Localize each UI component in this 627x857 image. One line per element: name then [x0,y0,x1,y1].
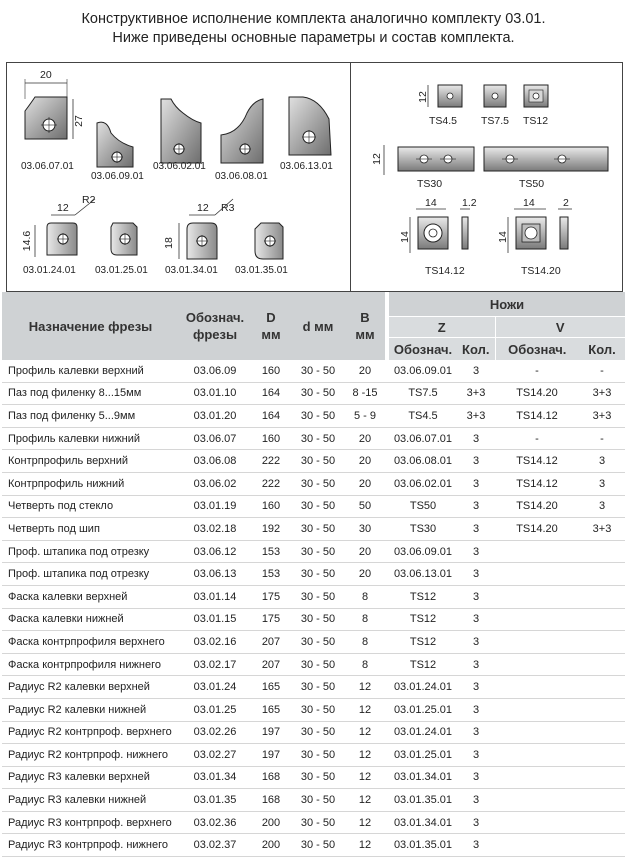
cell-z_code: TS50 [409,500,437,513]
dim-small-height: 12 [416,91,429,103]
cell-D: 164 [261,409,281,422]
cell-name: Профиль калевки нижний [8,432,141,445]
cell-z_qty: 3 [472,500,480,513]
cell-v_qty: 3+3 [592,409,612,422]
intro-text [0,10,627,48]
cell-D: 175 [261,613,281,626]
knife-ts12 [524,85,548,107]
knife-03-01-34-01 [187,223,217,259]
table-row [2,585,625,608]
cell-d: 30 - 50 [300,703,336,716]
cell-D: 207 [261,658,281,671]
cell-v_code [495,789,579,812]
cell-D: 168 [261,771,281,784]
cell-B: 20 [358,477,372,490]
cell-name: Четверть под шип [8,522,100,535]
cell-B: 8 [361,635,369,648]
cell-code: 03.01.20 [193,409,237,422]
dim-width-20: 20 [40,69,52,81]
cell-z_code: 03.01.25.01 [393,703,453,716]
cell-code: 03.06.09 [193,364,237,377]
cell-v_code [495,766,579,789]
cell-v_qty: - [600,432,604,445]
dim-r3-width: 12 [197,202,209,214]
table-row [2,518,625,541]
knife-ts14-12 [418,209,470,249]
cell-name: Фаска контрпрофиля верхнего [8,635,165,648]
cell-v_qty: 3 [598,477,606,490]
cell-D: 192 [261,522,281,535]
knife-ts50 [484,147,608,171]
cell-v_qty: 3 [598,500,606,513]
knife-ts4-5 [438,85,462,107]
cell-B: 8 [361,613,369,626]
cell-v_qty [579,744,625,767]
label-ts14-12: TS14.12 [425,265,465,277]
cell-v_code [495,608,579,631]
cell-z_code: 03.06.07.01 [393,432,453,445]
cell-z_code: TS4.5 [408,409,438,422]
table-row [2,811,625,834]
cell-D: 165 [261,681,281,694]
cell-name: Паз под филенку 5...9мм [8,409,136,422]
label-03-01-25-01: 03.01.25.01 [95,265,148,276]
table-row [2,721,625,744]
header-name: Назначение фрезы [2,292,179,360]
cell-B: 8 [361,590,369,603]
table-row [2,540,625,563]
cell-name: Фаска контрпрофиля нижнего [8,658,161,671]
cell-z_code: 03.01.34.01 [393,816,453,829]
cell-D: 164 [261,387,281,400]
cell-name: Радиус R2 контрпроф. верхнего [8,726,172,739]
cell-B: 5 - 9 [353,409,376,422]
cell-name: Радиус R2 калевки нижней [8,703,147,716]
cell-z_qty: 3 [472,726,480,739]
cell-name: Проф. штапика под отрезку [8,545,150,558]
header-B: B мм [345,292,385,360]
dim-long-height: 12 [370,153,383,165]
cell-code: 03.06.08 [193,455,237,468]
cell-d: 30 - 50 [300,477,336,490]
cell-z_qty: 3 [472,522,480,535]
cell-D: 165 [261,703,281,716]
cell-code: 03.01.25 [193,703,237,716]
label-03-01-24-01: 03.01.24.01 [23,265,76,276]
cell-z_qty: 3 [472,816,480,829]
cell-z_qty: 3 [472,568,480,581]
table-row [2,450,625,473]
cell-d: 30 - 50 [300,771,336,784]
cell-D: 160 [261,500,281,513]
parameters-table [2,292,625,857]
cell-z_code: 03.06.02.01 [393,477,453,490]
cell-d: 30 - 50 [300,432,336,445]
cell-z_qty: 3 [472,794,480,807]
cell-D: 207 [261,635,281,648]
cell-code: 03.06.07 [193,432,237,445]
table-row [2,653,625,676]
label-ts12: TS12 [523,115,549,127]
cell-d: 30 - 50 [300,794,336,807]
cell-z_code: 03.01.34.01 [393,771,453,784]
knife-03-01-25-01 [111,223,137,255]
knife-03-01-24-01 [47,223,77,255]
dim-r2-width: 12 [57,202,69,214]
cell-d: 30 - 50 [300,658,336,671]
cell-code: 03.01.35 [193,794,237,807]
cell-B: 12 [358,703,372,716]
table-row [2,495,625,518]
cell-B: 12 [358,771,372,784]
cell-B: 8 -15 [352,387,378,400]
intro-line-2: Ниже приведены основные параметры и состав комплекта. [112,30,515,46]
cell-name: Радиус R3 контрпроф. верхнего [8,816,172,829]
label-ts4-5: TS4.5 [429,115,458,127]
table-row [2,563,625,586]
cell-v_qty [579,721,625,744]
table-row [2,608,625,631]
cell-v_code: TS14.12 [516,409,558,422]
cell-d: 30 - 50 [300,500,336,513]
knife-ts14-20 [516,209,572,249]
cell-z_qty: 3 [472,681,480,694]
dim-sq1-thickness: 1.2 [462,197,477,209]
table-row [2,405,625,428]
cell-v_qty [579,676,625,699]
cell-v_qty [579,540,625,563]
dim-sq2-thickness: 2 [563,197,569,209]
dim-sq1-height: 14 [398,231,411,243]
cell-v_code [495,721,579,744]
cell-B: 8 [361,658,369,671]
dim-height-27: 27 [72,115,85,127]
cell-name: Четверть под стекло [8,500,114,513]
cell-code: 03.01.14 [193,590,237,603]
cell-code: 03.01.10 [193,387,237,400]
label-03-06-09-01: 03.06.09.01 [91,171,144,182]
cell-v_code [495,540,579,563]
straight-knives-drawing [350,63,624,293]
table-row [2,676,625,699]
cell-v_code [495,744,579,767]
cell-v_qty [579,698,625,721]
cell-name: Паз под филенку 8...15мм [8,387,142,400]
cell-z_code: 03.06.09.01 [393,545,453,558]
table-row [2,382,625,405]
cell-B: 30 [358,522,372,535]
cell-d: 30 - 50 [300,522,336,535]
cell-d: 30 - 50 [300,748,336,761]
table-row [2,427,625,450]
cell-v_code [495,631,579,654]
cell-v_qty: 3+3 [592,522,612,535]
cell-z_qty: 3+3 [466,409,486,422]
cell-v_qty: 3+3 [592,387,612,400]
cell-z_qty: 3 [472,455,480,468]
table-row [2,766,625,789]
header-D: D мм [251,292,291,360]
cell-code: 03.06.02 [193,477,237,490]
label-03-01-34-01: 03.01.34.01 [165,265,218,276]
cell-v_qty [579,608,625,631]
cell-v_code: - [535,432,539,445]
cell-name: Проф. штапика под отрезку [8,568,150,581]
cell-D: 197 [261,748,281,761]
table-row [2,472,625,495]
cell-z_qty: 3 [472,635,480,648]
cell-D: 160 [261,432,281,445]
cell-B: 12 [358,839,372,852]
dim-r3-height: 18 [162,237,175,249]
cell-code: 03.02.27 [193,748,237,761]
cell-v_code [495,834,579,857]
cell-d: 30 - 50 [300,816,336,829]
cell-v_code: TS14.20 [516,522,558,535]
cell-v_code [495,676,579,699]
cell-z_code: TS12 [409,658,437,671]
cell-v_qty [579,766,625,789]
cell-name: Контрпрофиль нижний [8,477,125,490]
dim-sq2-height: 14 [496,231,509,243]
header-code: Обознач. фрезы [179,292,251,360]
knife-03-06-02-01 [161,99,201,163]
label-03-06-07-01: 03.06.07.01 [21,161,74,172]
cell-d: 30 - 50 [300,455,336,468]
header-knives: Ножи [389,292,625,317]
knife-03-01-35-01 [255,223,283,259]
cell-z_qty: 3 [472,658,480,671]
cell-z_qty: 3 [472,748,480,761]
cell-code: 03.02.17 [193,658,237,671]
cell-z_qty: 3 [472,477,480,490]
cell-name: Радиус R3 контрпроф. нижнего [8,839,168,852]
cell-v_code [495,563,579,586]
cell-name: Радиус R3 калевки верхней [8,771,150,784]
cell-v_code: - [535,364,539,377]
cell-D: 153 [261,545,281,558]
cell-d: 30 - 50 [300,590,336,603]
header-v-qty: Кол. [579,338,625,361]
label-ts30: TS30 [417,178,443,190]
header-z-code: Обознач. [389,338,457,361]
cell-name: Радиус R2 калевки верхней [8,681,150,694]
cell-z_code: TS30 [409,522,437,535]
cell-v_code [495,811,579,834]
cell-code: 03.02.26 [193,726,237,739]
cell-v_qty [579,811,625,834]
dim-sq2-width: 14 [523,197,535,209]
cell-code: 03.01.24 [193,681,237,694]
header-v-code: Обознач. [495,338,579,361]
cell-z_qty: 3 [472,590,480,603]
cell-v_qty [579,789,625,812]
cell-D: 197 [261,726,281,739]
label-ts7-5: TS7.5 [481,115,510,127]
cell-v_qty [579,585,625,608]
cell-B: 12 [358,726,372,739]
table-row [2,698,625,721]
cell-B: 20 [358,568,372,581]
header-v: V [495,317,625,338]
cell-z_code: 03.01.25.01 [393,748,453,761]
knife-03-06-09-01 [97,122,133,167]
cell-v_code [495,653,579,676]
cell-v_code [495,698,579,721]
cell-d: 30 - 50 [300,568,336,581]
knife-ts30 [398,147,474,171]
cell-v_qty: - [600,364,604,377]
cell-d: 30 - 50 [300,409,336,422]
cell-v_code [495,585,579,608]
cell-d: 30 - 50 [300,613,336,626]
label-ts14-20: TS14.20 [521,265,561,277]
knife-ts7-5 [484,85,506,107]
label-03-06-13-01: 03.06.13.01 [280,161,333,172]
cell-B: 12 [358,816,372,829]
knife-03-06-08-01 [221,99,263,163]
table-row [2,789,625,812]
header-z: Z [389,317,495,338]
cell-v_code: TS14.20 [516,387,558,400]
cell-d: 30 - 50 [300,364,336,377]
cell-z_qty: 3 [472,432,480,445]
dim-r2: R2 [82,194,96,206]
cell-z_code: TS12 [409,590,437,603]
table-row [2,360,625,382]
cell-z_qty: 3 [472,839,480,852]
header-d: d мм [291,292,345,360]
dim-sq1-width: 14 [425,197,437,209]
cell-d: 30 - 50 [300,839,336,852]
cell-v_code: TS14.12 [516,455,558,468]
cell-name: Контрпрофиль верхний [8,455,129,468]
cell-code: 03.02.18 [193,522,237,535]
table-row [2,631,625,654]
label-03-01-35-01: 03.01.35.01 [235,265,288,276]
cell-name: Фаска калевки верхней [8,590,128,603]
cell-D: 175 [261,590,281,603]
label-03-06-08-01: 03.06.08.01 [215,171,268,182]
diagram-panel [6,62,623,292]
cell-z_qty: 3 [472,545,480,558]
cell-code: 03.02.16 [193,635,237,648]
cell-B: 20 [358,364,372,377]
table-body [2,360,625,857]
header-z-qty: Кол. [457,338,495,361]
cell-B: 12 [358,681,372,694]
label-ts50: TS50 [519,178,545,190]
cell-D: 222 [261,477,281,490]
cell-D: 222 [261,455,281,468]
cell-z_code: 03.01.24.01 [393,681,453,694]
cell-z_code: 03.01.24.01 [393,726,453,739]
label-03-06-02-01: 03.06.02.01 [153,161,206,172]
cell-z_qty: 3 [472,613,480,626]
cell-code: 03.02.36 [193,816,237,829]
cell-B: 12 [358,794,372,807]
cell-B: 20 [358,455,372,468]
cell-z_qty: 3 [472,771,480,784]
cell-v_qty [579,631,625,654]
cell-v_code: TS14.20 [516,500,558,513]
cell-name: Радиус R3 калевки нижней [8,794,147,807]
knife-03-06-07-01 [25,97,67,139]
table-row [2,744,625,767]
cell-name: Радиус R2 контрпроф. нижнего [8,748,168,761]
cell-code: 03.06.13 [193,568,237,581]
cell-z_qty: 3 [472,364,480,377]
cell-v_qty [579,563,625,586]
cell-d: 30 - 50 [300,545,336,558]
cell-d: 30 - 50 [300,387,336,400]
cell-v_qty [579,653,625,676]
dim-r3: R3 [221,202,235,214]
cell-z_code: 03.06.09.01 [393,364,453,377]
cell-code: 03.01.19 [193,500,237,513]
cell-B: 50 [358,500,372,513]
cell-D: 200 [261,816,281,829]
cell-z_code: TS12 [409,613,437,626]
cell-code: 03.02.37 [193,839,237,852]
cell-D: 153 [261,568,281,581]
cell-B: 12 [358,748,372,761]
cell-z_code: TS7.5 [408,387,438,400]
cell-name: Профиль калевки верхний [8,364,144,377]
cell-d: 30 - 50 [300,635,336,648]
cell-v_qty: 3 [598,455,606,468]
cell-z_code: TS12 [409,635,437,648]
cell-D: 160 [261,364,281,377]
cell-z_qty: 3+3 [466,387,486,400]
cell-v_qty [579,834,625,857]
cell-code: 03.01.15 [193,613,237,626]
cell-z_code: 03.01.35.01 [393,839,453,852]
intro-line-1: Конструктивное исполнение комплекта аналогично комплекту 03.01. [81,11,546,27]
cell-B: 20 [358,432,372,445]
cell-v_code: TS14.12 [516,477,558,490]
cell-name: Фаска калевки нижней [8,613,124,626]
cell-z_code: 03.06.13.01 [393,568,453,581]
cell-code: 03.01.34 [193,771,237,784]
cell-D: 168 [261,794,281,807]
cell-d: 30 - 50 [300,726,336,739]
cell-d: 30 - 50 [300,681,336,694]
cell-B: 20 [358,545,372,558]
cell-D: 200 [261,839,281,852]
radius-knives-drawing [7,193,347,293]
cell-z_qty: 3 [472,703,480,716]
knife-03-06-13-01 [289,97,331,155]
cell-z_code: 03.01.35.01 [393,794,453,807]
cell-z_code: 03.06.08.01 [393,455,453,468]
table-row [2,834,625,857]
dim-r2-height: 14.6 [21,230,34,252]
cell-code: 03.06.12 [193,545,237,558]
